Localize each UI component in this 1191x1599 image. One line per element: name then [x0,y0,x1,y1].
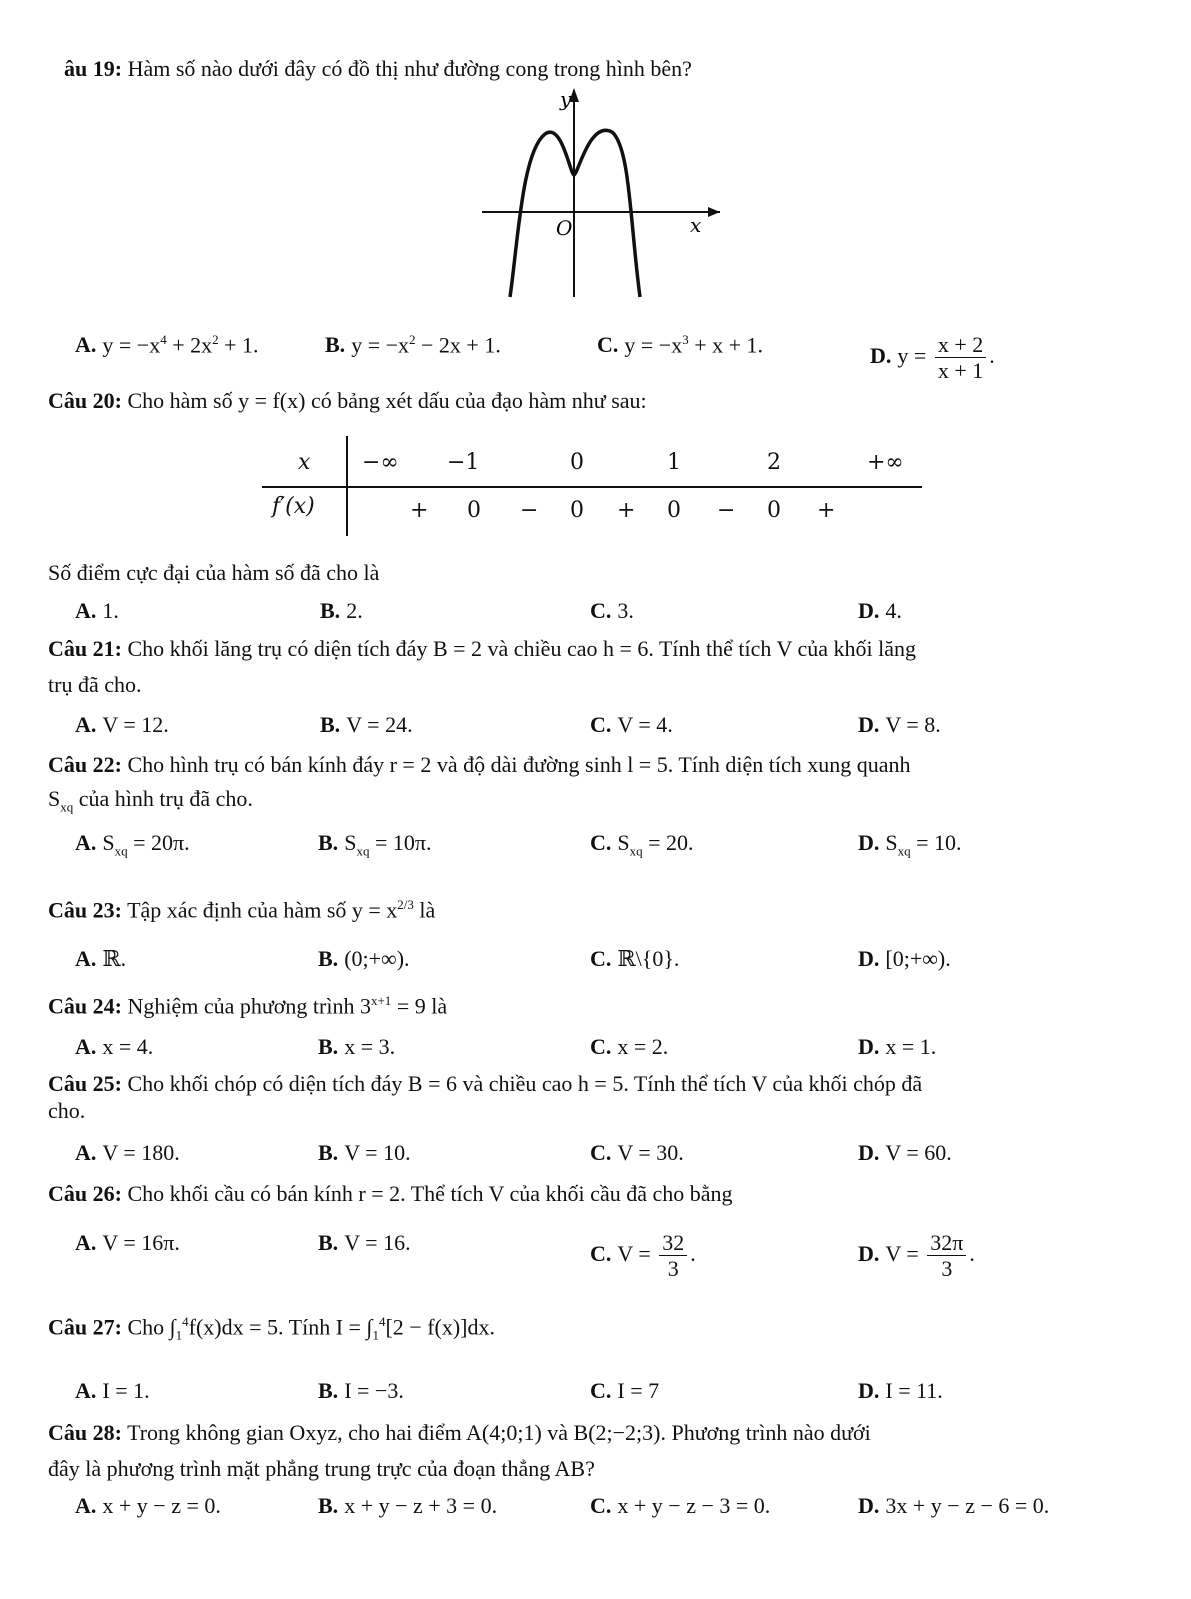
subscript: xq [897,843,911,859]
option-letter: D. [858,598,880,623]
table-sign-value: 0 [570,498,584,523]
question-22-option-b[interactable] [318,830,431,859]
question-28-option-a[interactable] [75,1493,221,1519]
text-segment: y = −x [351,332,410,358]
question-25-option-c[interactable] [590,1140,684,1166]
question-label: Câu 28: [48,1420,122,1445]
superscript: 2 [212,332,219,347]
option-letter: A. [75,1230,97,1255]
table-sign-value: 0 [667,498,681,523]
question-20-prompt: Số điểm cực đại của hàm số đã cho là [48,560,380,585]
table-x-value: +∞ [867,450,904,475]
subscript: xq [629,843,643,859]
option-letter: C. [590,1034,612,1059]
question-label: Câu 24: [48,993,122,1019]
text-segment: x + y − z − 3 = 0. [617,1493,771,1518]
table-sign-value: 0 [767,498,781,523]
question-20-option-a[interactable] [75,598,119,624]
question-19-option-b[interactable] [325,332,501,358]
text-segment: của hình trụ đã cho. [73,786,253,811]
text-segment: V = 4. [617,712,673,737]
option-letter: A. [75,1493,97,1518]
option-letter: A. [75,1034,97,1059]
question-label: âu 19: [64,56,123,81]
superscript: x+1 [370,993,392,1008]
question-20-option-b[interactable] [320,598,363,624]
text-segment: Cho khối lăng trụ có diện tích đáy B = 2 và chiều cao h = 6. Tính thể tích V của khối lăng [127,636,917,661]
question-28-stem [48,1420,871,1446]
option-letter: D. [858,1493,880,1518]
text-segment: + x + 1. [688,332,764,358]
text-segment: V = 24. [346,712,413,737]
option-letter: A. [75,830,97,855]
question-24-stem [48,993,447,1019]
superscript: 4 [160,332,167,347]
text-segment: − 2x + 1. [415,332,501,358]
text-segment: Nghiệm của phương trình 3 [127,993,371,1019]
function-graph [470,82,720,302]
text-segment: + 2x [166,332,213,358]
question-23-option-a[interactable] [75,946,126,972]
fraction [935,332,986,384]
text-segment: y = −x [102,332,161,358]
y-axis-label: y [560,87,572,111]
table-sign-value: 0 [467,498,481,523]
question-19-stem [64,56,692,82]
question-label: Câu 20: [48,388,122,413]
question-19-option-a[interactable] [75,332,259,358]
text-segment: [2 − f(x)]dx. [385,1314,496,1340]
question-27-stem [48,1314,495,1344]
table-sign-value: + [817,498,836,523]
text-segment: = 10π. [369,830,432,855]
question-20-option-c[interactable] [590,598,634,624]
question-19-option-d[interactable] [870,332,995,384]
subscript: xq [60,799,74,815]
option-letter: D. [858,1034,880,1059]
text-segment: ℝ\{0}. [617,946,680,971]
question-label: Câu 26: [48,1181,122,1206]
text-segment: [0;+∞). [885,946,951,971]
option-letter: D. [858,1140,880,1165]
text-segment: x = 4. [102,1034,154,1059]
option-letter: D. [870,342,892,368]
option-letter: B. [318,1493,339,1518]
question-25-option-a[interactable] [75,1140,180,1166]
table-sign-value: + [410,498,429,523]
question-27-option-b[interactable] [318,1378,404,1404]
text-segment: Cho hàm số y = f(x) có bảng xét dấu của đạo hàm như sau: [127,388,647,413]
denominator: 3 [941,1256,953,1282]
superscript: 3 [682,332,689,347]
question-21-option-c[interactable] [590,712,673,738]
question-label: Câu 21: [48,636,122,661]
superscript: 4 [378,1314,386,1329]
numerator: x + 2 [935,332,986,358]
text-segment: V = [617,1240,657,1266]
question-19-option-c[interactable] [597,332,763,358]
text-segment: = 20. [642,830,694,855]
table-x-value: 2 [767,450,781,475]
option-letter: D. [858,946,880,971]
text-segment: Cho khối cầu có bán kính r = 2. Thể tích V của khối cầu đã cho bằng [127,1181,733,1206]
option-letter: B. [325,332,346,358]
question-23-option-b[interactable] [318,946,410,972]
question-25-option-d[interactable] [858,1140,952,1166]
text-segment: (0;+∞). [344,946,410,971]
question-27-option-a[interactable] [75,1378,150,1404]
question-27-option-c[interactable] [590,1378,659,1404]
option-letter: A. [75,332,97,358]
option-letter: B. [318,830,339,855]
text-segment: I = −3. [344,1378,404,1403]
text-segment: V = [885,1240,925,1266]
question-21-option-d[interactable] [858,712,941,738]
text-segment: I = 11. [885,1378,943,1403]
text-segment: là [413,897,436,923]
question-21-stem-cont: trụ đã cho. [48,672,142,697]
text-segment: S [344,830,357,855]
denominator: x + 1 [937,358,984,384]
text-segment: + 1. [218,332,259,358]
subscript: 1 [372,1327,379,1343]
table-fprime-label: f′(x) [272,494,315,519]
numerator: 32π [927,1230,966,1256]
text-segment: V = 16. [344,1230,411,1255]
question-22-stem [48,752,911,778]
text-segment: = 10. [910,830,962,855]
option-letter: C. [597,332,619,358]
question-26-option-c[interactable] [590,1230,696,1282]
table-x-value: −∞ [362,450,399,475]
option-letter: A. [75,946,97,971]
question-26-stem [48,1181,733,1207]
table-x-value: −1 [447,450,480,475]
x-axis-label: x [690,213,702,237]
question-label: Câu 23: [48,897,122,923]
text-segment: x = 3. [344,1034,396,1059]
question-25-option-b[interactable] [318,1140,411,1166]
text-segment: x = 2. [617,1034,669,1059]
option-letter: C. [590,1378,612,1403]
text-segment: V = 30. [617,1140,684,1165]
fraction [927,1230,966,1282]
question-26-option-d[interactable] [858,1230,975,1282]
x-axis-arrow-icon [708,207,720,217]
text-segment: x + y − z = 0. [102,1493,221,1518]
text-segment: . [690,1240,696,1266]
text-segment: S [102,830,115,855]
option-letter: B. [320,712,341,737]
option-letter: C. [590,830,612,855]
superscript: 4 [182,1314,189,1329]
text-segment: Hàm số nào dưới đây có đồ thị như đường cong trong hình bên? [127,56,692,81]
question-20-option-d[interactable] [858,598,902,624]
option-letter: D. [858,1378,880,1403]
question-25-stem [48,1071,922,1097]
question-23-option-d[interactable] [858,946,951,972]
question-24-option-a[interactable] [75,1034,153,1060]
text-segment: = 9 là [391,993,448,1019]
text-segment: Cho khối chóp có diện tích đáy B = 6 và chiều cao h = 5. Tính thể tích V của khối chóp đã [127,1071,923,1096]
text-segment: V = 12. [102,712,169,737]
question-21-option-a[interactable] [75,712,169,738]
option-letter: C. [590,1140,612,1165]
text-segment: V = 60. [885,1140,952,1165]
text-segment: x + y − z + 3 = 0. [344,1493,498,1518]
question-22-option-c[interactable] [590,830,694,859]
question-23-stem [48,897,435,923]
text-segment: 3. [617,598,634,623]
numerator: 32 [659,1230,687,1256]
text-segment: I = 1. [102,1378,150,1403]
option-letter: C. [590,1493,612,1518]
question-22-option-d[interactable] [858,830,962,859]
text-segment: . [989,342,995,368]
question-label: Câu 22: [48,752,122,777]
table-sign-value: − [717,498,736,523]
question-28-option-c[interactable] [590,1493,770,1519]
option-letter: D. [858,712,880,737]
text-segment: Tập xác định của hàm số y = x [127,897,398,923]
question-22-stem-cont [48,786,253,815]
table-x-label: x [298,450,311,475]
text-segment: . [969,1240,975,1266]
superscript: 2 [409,332,416,347]
subscript: xq [356,843,370,859]
text-segment: Trong không gian Oxyz, cho hai điểm A(4;0;1) và B(2;−2;3). Phương trình nào dưới [127,1420,871,1445]
option-letter: B. [320,598,341,623]
question-label: Câu 27: [48,1314,122,1340]
text-segment: 2. [346,598,363,623]
question-22-option-a[interactable] [75,830,190,859]
table-sign-value: − [520,498,539,523]
text-segment: = 20π. [127,830,190,855]
option-letter: A. [75,598,97,623]
derivative-sign-table [262,436,922,536]
question-28-stem-cont: đây là phương trình mặt phẳng trung trực của đoạn thẳng AB? [48,1456,595,1481]
text-segment: S [617,830,630,855]
text-segment: ℝ. [102,946,127,971]
option-letter: B. [318,1378,339,1403]
text-segment: V = 10. [344,1140,411,1165]
text-segment: 1. [102,598,119,623]
question-27-option-d[interactable] [858,1378,943,1404]
question-28-option-b[interactable] [318,1493,497,1519]
question-20-stem [48,388,647,414]
text-segment: V = 16π. [102,1230,180,1255]
text-segment: Cho ∫ [127,1314,176,1340]
text-segment: y = [897,342,932,368]
table-sign-value: + [617,498,636,523]
text-segment: S [885,830,898,855]
text-segment: Cho hình trụ có bán kính đáy r = 2 và độ dài đường sinh l = 5. Tính diện tích xung quanh [127,752,911,777]
option-letter: D. [858,1240,880,1266]
question-26-option-a[interactable] [75,1230,180,1256]
question-24-option-c[interactable] [590,1034,668,1060]
superscript: 2/3 [397,897,414,912]
question-24-option-d[interactable] [858,1034,936,1060]
question-23-option-c[interactable] [590,946,679,972]
question-21-stem [48,636,916,662]
denominator: 3 [667,1256,679,1282]
question-21-option-b[interactable] [320,712,413,738]
question-26-option-b[interactable] [318,1230,411,1256]
question-25-stem-cont: cho. [48,1098,86,1123]
text-segment: 4. [885,598,902,623]
text-segment: y = −x [624,332,683,358]
text-segment: V = 180. [102,1140,180,1165]
option-letter: C. [590,946,612,971]
subscript: xq [114,843,128,859]
question-label: Câu 25: [48,1071,122,1096]
text-segment: f(x)dx = 5. Tính I = ∫ [188,1314,373,1340]
question-28-option-d[interactable] [858,1493,1049,1519]
option-letter: C. [590,712,612,737]
origin-label: O [556,216,573,240]
text-segment: x = 1. [885,1034,937,1059]
text-segment: S [48,786,61,811]
option-letter: D. [858,830,880,855]
option-letter: A. [75,1140,97,1165]
text-segment: I = 7 [617,1378,660,1403]
text-segment: V = 8. [885,712,941,737]
option-letter: B. [318,1230,339,1255]
text-segment: 3x + y − z − 6 = 0. [885,1493,1050,1518]
option-letter: B. [318,1140,339,1165]
option-letter: A. [75,1378,97,1403]
fraction [659,1230,687,1282]
table-x-value: 0 [570,450,584,475]
table-x-value: 1 [667,450,681,475]
option-letter: A. [75,712,97,737]
option-letter: C. [590,1240,612,1266]
subscript: 1 [175,1327,183,1343]
option-letter: C. [590,598,612,623]
option-letter: B. [318,946,339,971]
option-letter: B. [318,1034,339,1059]
question-24-option-b[interactable] [318,1034,395,1060]
